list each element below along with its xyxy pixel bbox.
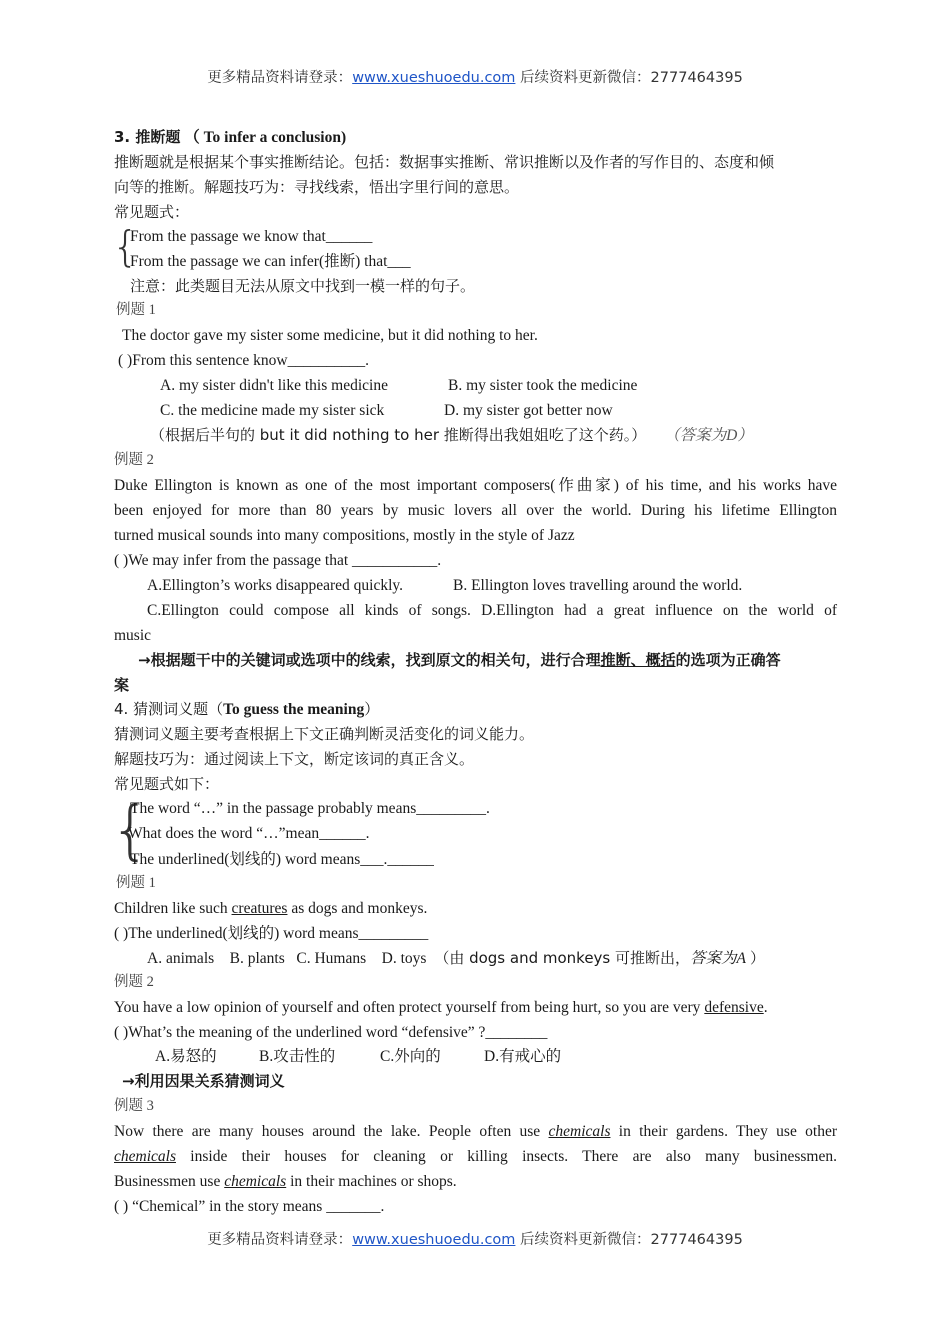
section4-ex1-post: as dogs and monkeys. [287, 900, 428, 917]
brace-icon: { [110, 794, 151, 868]
page-header [0, 66, 950, 87]
section4-title-en: To guess the meaning [223, 701, 365, 718]
section3-ex1-question: ( )From this sentence know__________. [118, 352, 369, 369]
section3-ex1-label: 例题 1 [116, 302, 156, 318]
section4-ex3-label: 例题 3 [114, 1098, 154, 1114]
footer-prefix: 更多精品资料请登录： [207, 1232, 353, 1248]
section4-ex2-pre: You have a low opinion of yourself and often protect yourself from being hurt, so you are very [114, 999, 705, 1016]
section3-ex1-explanation [150, 423, 873, 448]
section4-form3: The underlined(划线的) word means___.______ [130, 851, 434, 868]
section3-ex2-option-b: B. Ellington loves travelling around the world. [453, 577, 743, 594]
section4-ex1-label: 例题 1 [116, 875, 156, 891]
section4-ex1-answer: 答案为A [690, 950, 746, 967]
section3-ex1-option-d: D. my sister got better now [444, 402, 613, 419]
section3-ex2-question: ( )We may infer from the passage that ___________. [114, 552, 442, 569]
section4-ex3-line2 [114, 1144, 837, 1169]
section4-ex3-question: ( ) “Chemical” in the story means _______. [114, 1198, 385, 1215]
section3-tip-underlined: 推断、概括 [600, 651, 676, 669]
section4-form2: What does the word “…”mean______. [128, 825, 370, 842]
section4-title-num: 4. 猜测词义题（ [114, 700, 224, 718]
section4-ex3-word: chemicals [548, 1123, 611, 1140]
header-prefix: 更多精品资料请登录： [207, 70, 353, 86]
section4-ex2-word: defensive [704, 999, 764, 1016]
section3-tip-c: 案 [114, 676, 130, 694]
footer-suffix: 后续资料更新微信：2777464395 [520, 1232, 743, 1248]
section4-ex2-post: . [763, 999, 768, 1016]
section3-form1: From the passage we know that______ [130, 228, 373, 245]
section3-ex2-continued: music [114, 627, 152, 644]
section3-common: 常见题式： [114, 203, 190, 221]
section3-tip [138, 648, 861, 673]
section4-ex3-l2-post: inside their houses for cleaning or killing insects. There are also many businessmen. [175, 1148, 837, 1165]
section4-desc2: 解题技巧为：通过阅读上下文，断定该词的真正含义。 [114, 750, 475, 768]
section3-note: 注意：此类题目无法从原文中找到一模一样的句子。 [130, 277, 476, 295]
section4-ex3-l1-post: in their gardens. They use other [610, 1123, 837, 1140]
section4-ex3-line3 [114, 1169, 837, 1194]
section4-common: 常见题式如下： [114, 775, 220, 793]
section3-ex1-option-b: B. my sister took the medicine [448, 377, 638, 394]
section3-title-num: 3. 推断题 [114, 128, 181, 146]
section4-ex1-question: ( )The underlined(划线的) word means_________ [114, 925, 429, 942]
section3-ex1-answer: （答案为D） [664, 427, 753, 444]
section4-ex3-l1-pre: Now there are many houses around the lake. People often use [114, 1123, 549, 1140]
section4-ex1-opts: A. animals B. plants C. Humans D. toys [147, 950, 427, 967]
section3-desc2: 向等的推断。解题技巧为：寻找线索，悟出字里行间的意思。 [114, 178, 520, 196]
section4-ex1-pre: Children like such [114, 900, 232, 917]
page-footer [0, 1228, 950, 1249]
section4-ex2-option-d: D.有戒心的 [484, 1048, 562, 1065]
section3-tip-a: →根据题干中的关键词或选项中的线索，找到原文的相关句，进行合理 [138, 651, 601, 669]
section4-ex1-sentence [114, 896, 837, 921]
section3-ex2-para3: turned musical sounds into many compositions, mostly in the style of Jazz [114, 527, 575, 544]
section4-ex3-word: chemicals [224, 1173, 287, 1190]
section3-ex2-para1: Duke Ellington is known as one of the most important composers(作曲家) of his time, and his works have [114, 477, 837, 494]
section4-tip: →利用因果关系猜测词义 [122, 1072, 285, 1090]
section4-ex2-question: ( )What’s the meaning of the underlined word “defensive” ?________ [114, 1024, 548, 1041]
section4-title [114, 697, 837, 722]
section3-ex1-option-c: C. the medicine made my sister sick [160, 402, 385, 419]
section3-form2: From the passage we can infer(推断) that___ [130, 253, 411, 270]
section4-ex2-option-a: A.易怒的 [155, 1048, 217, 1065]
section4-title-end: ） [364, 700, 380, 718]
section4-ex1-expl: （由 dogs and monkeys 可推断出， [434, 949, 691, 967]
section3-ex2-label: 例题 2 [114, 452, 154, 468]
header-suffix: 后续资料更新微信：2777464395 [520, 70, 743, 86]
section4-ex2-option-c: C.外向的 [380, 1048, 441, 1065]
section4-form1: The word “…” in the passage probably means_________. [130, 800, 490, 817]
section4-ex1-word: creatures [231, 900, 288, 917]
section3-title [114, 125, 837, 150]
section4-ex3-l3-post: in their machines or shops. [286, 1173, 457, 1190]
footer-link[interactable]: www.xueshuoedu.com [352, 1232, 516, 1248]
section3-ex2-para2: been enjoyed for more than 80 years by music lovers all over the world. During his lifetime Ellington [114, 502, 837, 519]
section4-ex1-options [147, 946, 870, 971]
section3-ex2-option-cd: C.Ellington could compose all kinds of songs. D.Ellington had a great influence on the world of [147, 602, 837, 619]
section3-ex2-option-a: A.Ellington’s works disappeared quickly. [147, 577, 403, 594]
section4-ex3-l3-pre: Businessmen use [114, 1173, 225, 1190]
header-link[interactable]: www.xueshuoedu.com [352, 70, 516, 86]
section4-ex3-word: chemicals [114, 1148, 176, 1165]
section4-ex1-close: ） [749, 949, 765, 967]
section3-tip-b: 的选项为正确答 [675, 651, 781, 669]
section4-ex2-option-b: B.攻击性的 [259, 1048, 336, 1065]
section4-ex2-label: 例题 2 [114, 974, 154, 990]
section3-ex1-option-a: A. my sister didn't like this medicine [160, 377, 388, 394]
section3-desc1: 推断题就是根据某个事实推断结论。包括：数据事实推断、常识推断以及作者的写作目的、态度和倾 [114, 153, 775, 171]
section3-ex1-sentence: The doctor gave my sister some medicine, but it did nothing to her. [122, 327, 538, 344]
brace-icon: { [112, 222, 139, 271]
section4-desc1: 猜测词义题主要考查根据上下文正确判断灵活变化的词义能力。 [114, 725, 535, 743]
section3-ex1-expl-text: （根据后半句的 but it did nothing to her 推断得出我姐姐吃了这个药。） [150, 426, 647, 444]
section3-title-en: （ To infer a conclusion) [184, 129, 347, 146]
section4-ex3-line1 [114, 1119, 837, 1144]
section4-ex2-sentence [114, 995, 837, 1020]
